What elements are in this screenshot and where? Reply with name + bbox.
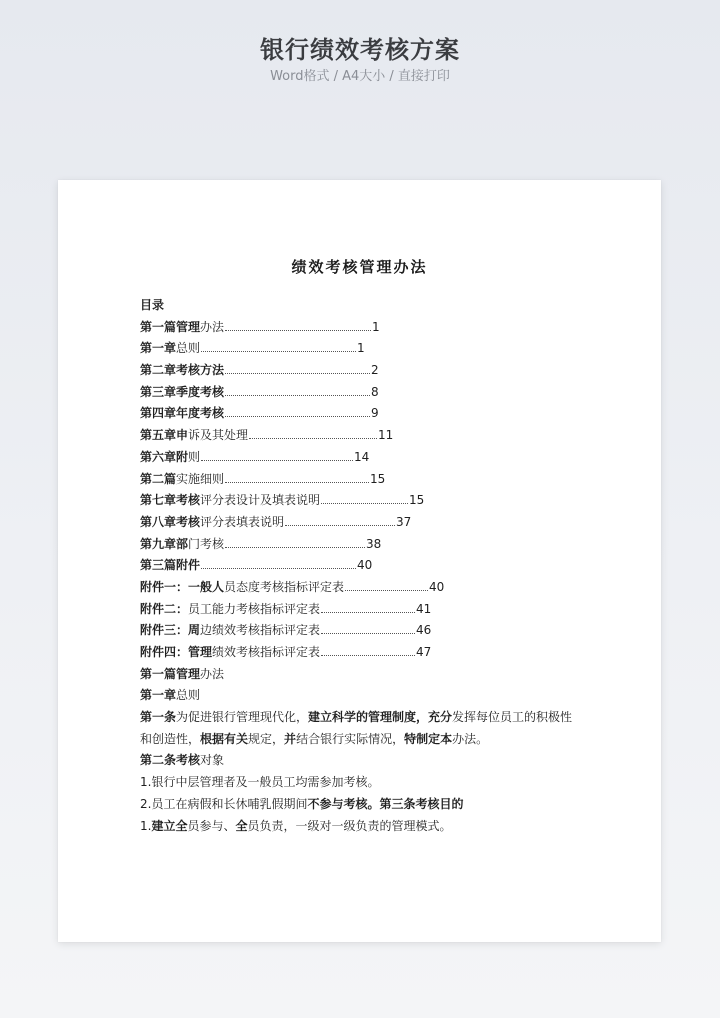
text-span: 员负责，一级对一级负责的管理模式。: [247, 818, 452, 833]
text-span: 根据有关: [200, 731, 249, 746]
toc-leader: [201, 559, 356, 569]
toc-entry[interactable]: [140, 490, 580, 512]
toc-leader: [225, 386, 370, 396]
text-span: 规定，: [248, 731, 285, 746]
text-span: 对象: [200, 753, 225, 768]
toc-entry[interactable]: [140, 534, 580, 556]
toc-entry-label: 门考核: [188, 536, 225, 551]
toc-entry-bold: 第五章申: [140, 428, 189, 443]
toc-entry[interactable]: [140, 403, 580, 425]
toc-entry-label: 则: [188, 449, 201, 464]
toc-entry-page: 2: [371, 363, 379, 378]
toc-entry-page: 8: [371, 384, 379, 399]
toc-entry-label: 员态度考核指标评定表: [224, 579, 345, 594]
toc-entry[interactable]: [140, 555, 580, 577]
text-span: 特制定本: [404, 731, 453, 746]
toc-leader: [225, 538, 365, 548]
toc-entry-page: 15: [409, 493, 425, 508]
toc-entry-label: 诉及其处理: [188, 428, 249, 443]
toc-entry-page: 40: [357, 558, 373, 573]
text-span: 并: [284, 731, 297, 746]
toc-entry-bold: 第二篇: [140, 471, 177, 486]
header-subtitle: Word格式 / A4大小 / 直接打印: [270, 69, 450, 84]
toc-entry-bold: 第四章年度考核: [140, 406, 225, 421]
toc-entry-page: 41: [416, 601, 432, 616]
text-span: 2.员工在病假和长休哺乳假期间: [140, 796, 308, 811]
page-header: [0, 34, 720, 86]
toc-leader: [321, 494, 408, 504]
document-title: 绩效考核管理办法: [291, 258, 428, 276]
article-1-paragraph: [140, 707, 580, 750]
part-heading-bold: 第一篇管理: [140, 666, 201, 681]
toc-entry-page: 40: [429, 579, 445, 594]
toc-entry[interactable]: [140, 577, 580, 599]
toc-leader: [225, 473, 369, 483]
text-span: 第二条考核: [140, 753, 201, 768]
toc-leader: [201, 342, 356, 352]
toc-entry[interactable]: [140, 620, 580, 642]
text-span: 1.: [140, 818, 152, 833]
text-span: 发挥每位员工的积极性和创造性，: [140, 710, 573, 746]
toc-entry-bold: 附件二：: [140, 601, 189, 616]
text-span: 建立全: [151, 818, 188, 833]
toc-entry-bold: 第三章季度考核: [140, 384, 225, 399]
article-2-heading: [140, 750, 580, 772]
toc-entry-page: 46: [416, 623, 432, 638]
text-span: 结合银行实际情况，: [296, 731, 405, 746]
toc-entry-label: 评分表设计及填表说明: [200, 493, 321, 508]
toc-entry[interactable]: [140, 425, 580, 447]
toc-entry-label: 办法: [200, 319, 225, 334]
toc-entry[interactable]: [140, 447, 580, 469]
toc-leader: [321, 624, 415, 634]
toc-entry-page: 14: [354, 449, 370, 464]
toc-entry[interactable]: [140, 382, 580, 404]
toc-entry-bold: 第二章考核方法: [140, 363, 225, 378]
part-heading-rest: 办法: [200, 666, 225, 681]
text-span: 建立科学的管理制度，充分: [308, 710, 453, 725]
list-item: [140, 794, 580, 816]
document-page: [58, 180, 661, 942]
toc-entry-page: 37: [396, 514, 412, 529]
toc-entry[interactable]: [140, 338, 580, 360]
toc-entry-bold: 第九章部: [140, 536, 189, 551]
toc-entry[interactable]: [140, 512, 580, 534]
chapter-heading-bold: 第一章: [140, 688, 177, 703]
toc-entry-label: 边绩效考核指标评定表: [200, 623, 321, 638]
toc-entry-label: 员工能力考核指标评定表: [188, 601, 321, 616]
text-span: 员参与、: [187, 818, 236, 833]
list-item: 1.银行中层管理者及一般员工均需参加考核。: [140, 775, 380, 790]
toc-entry[interactable]: [140, 317, 580, 339]
toc-leader: [249, 429, 377, 439]
toc-entry-bold: 第六章附: [140, 449, 189, 464]
toc-entry-label: 绩效考核指标评定表: [212, 645, 321, 659]
text-span: 全: [235, 818, 248, 833]
toc-entry-page: 38: [366, 536, 382, 551]
toc-entry-page: 9: [371, 406, 379, 421]
toc-entry-label: 总则: [176, 341, 201, 356]
text-span: 第一条: [140, 710, 177, 725]
toc-leader: [225, 364, 370, 374]
header-title: 银行绩效考核方案: [260, 36, 460, 64]
toc-leader: [285, 516, 395, 526]
toc-leader: [225, 321, 371, 331]
toc-entry-label: 评分表填表说明: [200, 514, 285, 529]
toc-entry-bold: 附件一：一般人: [140, 579, 225, 594]
toc-leader: [225, 407, 370, 417]
document-content: [140, 295, 580, 837]
toc-entry-bold: 第一篇管理: [140, 319, 201, 334]
toc-entry-page: 1: [372, 319, 380, 334]
chapter-heading: [140, 685, 580, 707]
toc-entry-bold: 附件三：周: [140, 623, 201, 638]
toc-entry-bold: 第一章: [140, 341, 177, 356]
toc-entry[interactable]: [140, 642, 580, 664]
toc-entry-bold: 第八章考核: [140, 514, 201, 529]
toc-entry[interactable]: [140, 599, 580, 621]
toc-leader: [201, 451, 353, 461]
toc-entry-bold: 附件四：管理: [140, 645, 213, 659]
toc-leader: [321, 603, 415, 613]
part-heading: [140, 664, 580, 686]
toc-entry[interactable]: [140, 360, 580, 382]
chapter-heading-rest: 总则: [176, 688, 201, 703]
toc-entry-bold: 第三篇附件: [140, 558, 201, 573]
text-span: 办法。: [452, 731, 489, 746]
toc-entry-page: 1: [357, 341, 365, 356]
text-span: 不参与考核。第三条考核目的: [307, 796, 464, 811]
toc-entry-label: 实施细则: [176, 471, 225, 486]
toc-leader: [345, 581, 428, 591]
list-item: [140, 816, 580, 838]
toc-entry-page: 15: [370, 471, 386, 486]
toc-heading: 目录: [140, 298, 165, 312]
toc-entry-bold: 第七章考核: [140, 493, 201, 508]
toc-entry-page: 47: [416, 645, 432, 659]
toc-entry-page: 11: [378, 428, 394, 443]
toc-leader: [321, 646, 415, 656]
toc-entry[interactable]: [140, 469, 580, 491]
text-span: 为促进银行管理现代化，: [176, 710, 309, 725]
